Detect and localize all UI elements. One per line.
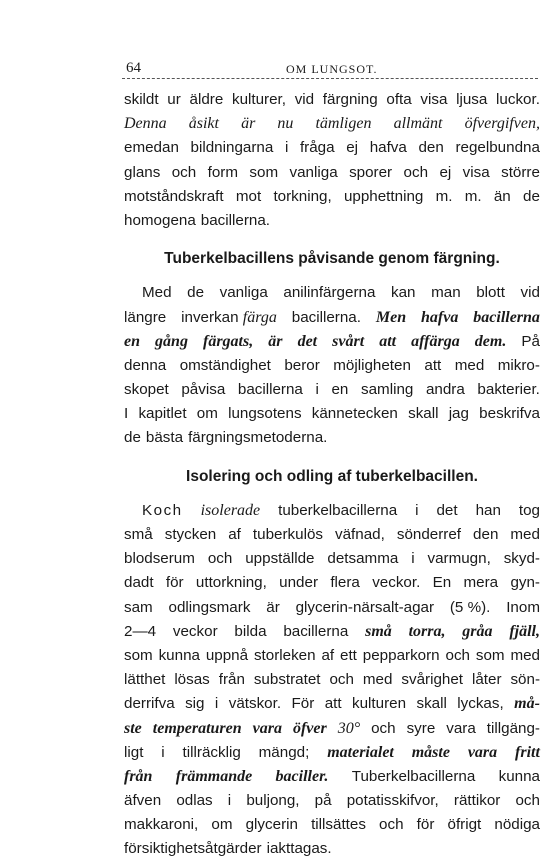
text-line: de bästa färgningsmetoderna. (124, 429, 328, 447)
text-line: ste temperaturen vara öfver 30° och syre vara tillgäng- (124, 719, 540, 737)
text-line: ligt i tillräcklig mängd; materialet måste vara fritt (124, 743, 540, 761)
page-header (126, 60, 536, 80)
text-line: motståndskraft mot torkning, upphettning m. m. än de (124, 187, 540, 205)
text-line: Med de vanliga anilinfärgerna kan man blott vid (142, 284, 540, 302)
text-line: från främmande baciller. Tuberkelbacillerna kunna (124, 767, 540, 785)
text-line: en gång färgats, är det svårt att affärga dem. På (124, 332, 540, 350)
text-line: homogena bacillerna. (124, 211, 271, 229)
text-line: I kapitlet om lungsotens kännetecken skall jag beskrifva (124, 405, 540, 423)
section-heading: Isolering och odling af tuberkelbacillen. (186, 467, 478, 485)
text-line: Denna åsikt är nu tämligen allmänt öfvergifven, (124, 115, 540, 133)
text-line: Koch isolerade tuberkelbacillerna i det han tog (142, 501, 540, 519)
text-line: derrifva sig i vätskor. För att kulturen skall lyckas, må- (124, 695, 540, 713)
text-line: äfven odlas i buljong, på potatisskifvor, rättikor och (124, 792, 540, 810)
text-line: denna omständighet beror möjligheten att med mikro- (124, 356, 540, 374)
text-line: emedan bildningarna i fråga ej hafva den regelbundna (124, 139, 540, 157)
running-head: OM LUNGSOT. (286, 62, 378, 76)
text-line: blodserum och uppställde detsamma i varmugn, skyd- (124, 550, 540, 568)
text-line: lätthet lösas från substratet och med svårighet låter sön- (124, 671, 540, 689)
text-line: 2—4 veckor bilda bacillerna små torra, gråa fjäll, (124, 622, 540, 640)
text-line: sam odlingsmark är glycerin-närsalt-agar (5 %). Inom (124, 598, 540, 616)
page-number: 64 (126, 60, 141, 76)
text-line: små stycken af tuberkulös väfnad, sönderref den med (124, 526, 540, 543)
text-line: försiktighetsåtgärder iakttagas. (124, 840, 332, 858)
text-line: skopet påvisa bacillerna i en samling andra bakterier. (124, 381, 540, 399)
text-line: dadt för uttorkning, under flera veckor. En mera gyn- (124, 574, 540, 592)
text-line: som kunna uppnå storleken af ett pepparkorn och som med (124, 646, 540, 664)
section-heading: Tuberkelbacillens påvisande genom färgning. (164, 250, 500, 268)
text-line: längre inverkan färga bacillerna. Men hafva bacillerna (124, 308, 540, 326)
text-line: makkaroni, om glycerin tillsättes och för öfrigt nödiga (124, 816, 540, 834)
page-body (124, 88, 540, 862)
text-line: skildt ur äldre kulturer, vid färgning ofta visa ljusa luckor. (124, 91, 540, 108)
text-line: glans och form som vanliga sporer och ej visa större (124, 163, 540, 181)
header-rule (122, 78, 538, 79)
